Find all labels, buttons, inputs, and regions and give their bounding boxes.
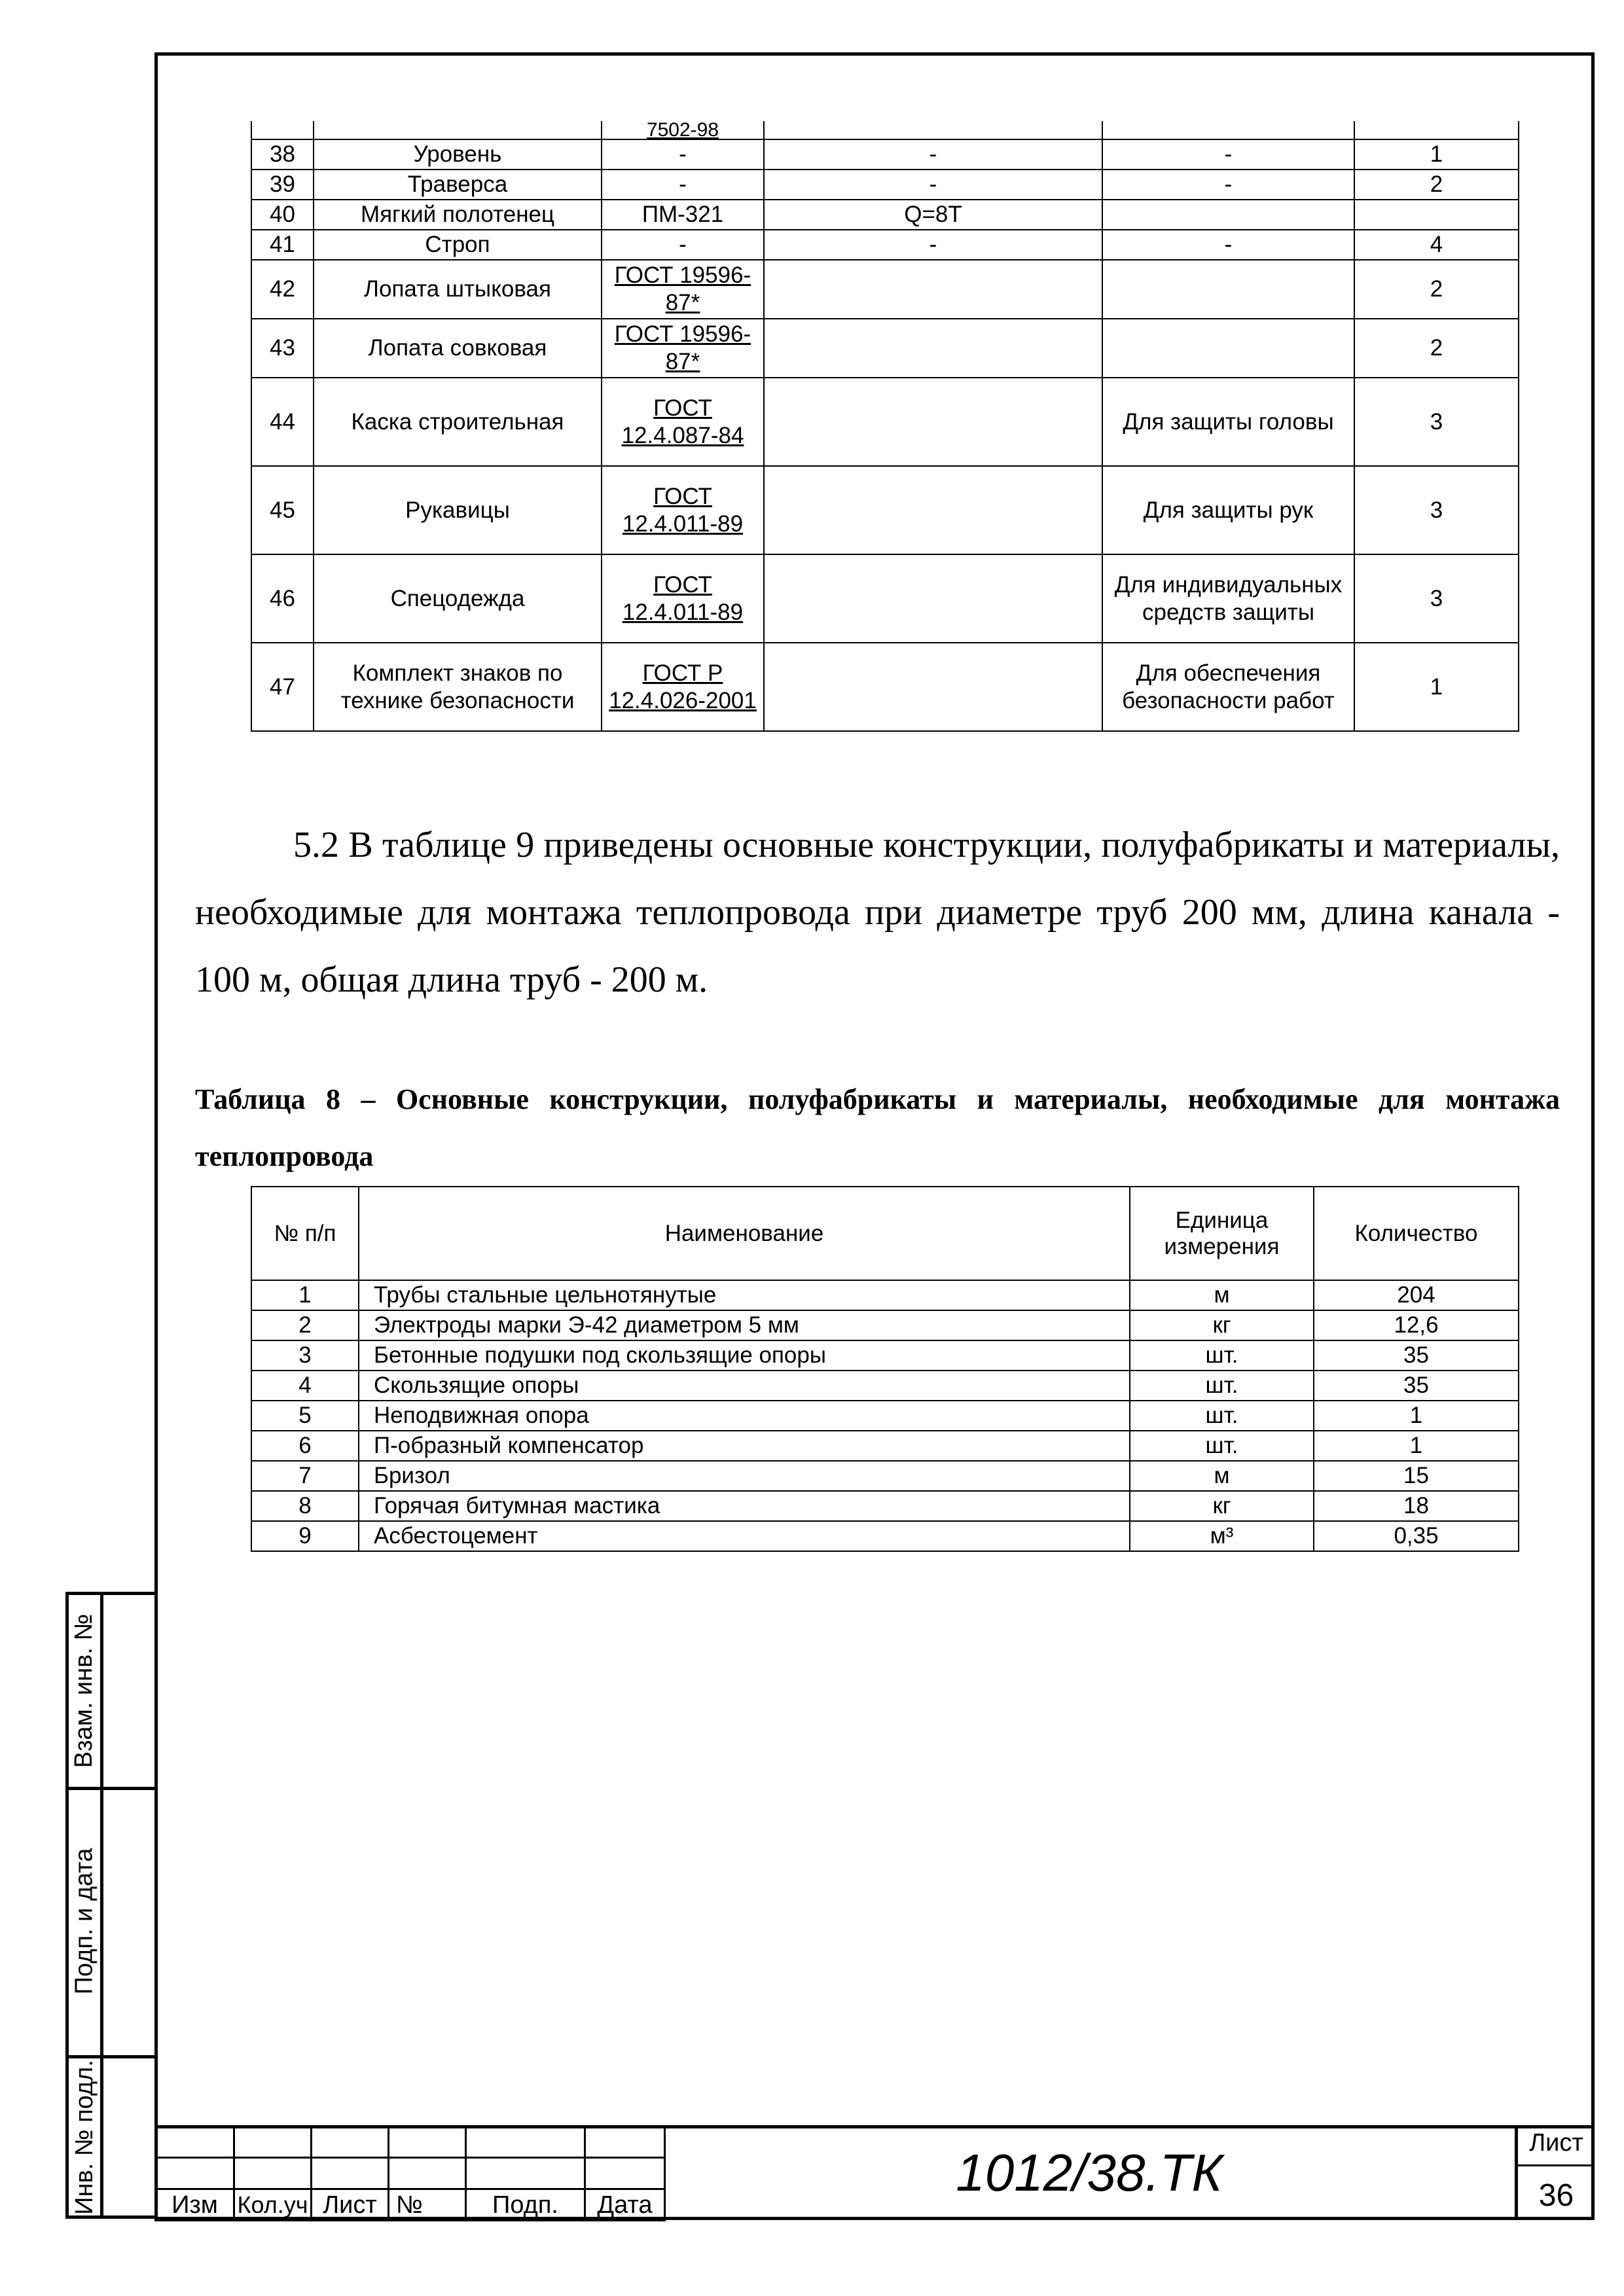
cell-name: Неподвижная опора xyxy=(359,1401,1130,1431)
cell-note: Для обеспечения безопасности работ xyxy=(1102,643,1354,731)
cell-params xyxy=(764,260,1102,319)
cell-params: - xyxy=(764,230,1102,260)
cell-note xyxy=(1102,319,1354,378)
cell-qty: 4 xyxy=(1354,230,1519,260)
cell-num: 45 xyxy=(251,466,314,554)
title-block xyxy=(154,2125,1595,2220)
cell-qty: 3 xyxy=(1354,554,1519,643)
cell-qty: 1 xyxy=(1354,643,1519,731)
cell-num: 8 xyxy=(251,1491,359,1521)
cell-unit: м³ xyxy=(1130,1521,1314,1551)
cell-num: 7 xyxy=(251,1461,359,1491)
cell-note: Для защиты головы xyxy=(1102,378,1354,466)
cell-num: 5 xyxy=(251,1401,359,1431)
table-row xyxy=(251,1491,1519,1521)
cell-name: Мягкий полотенец xyxy=(314,200,602,230)
table-row xyxy=(251,1371,1519,1401)
cell-name: Лопата штыковая xyxy=(314,260,602,319)
inv-podl-label: Инв. № подл. xyxy=(70,2059,98,2215)
cell-name: Уровень xyxy=(314,139,602,170)
cell-note: Для индивидуальных средств защиты xyxy=(1102,554,1354,643)
cell-params: - xyxy=(764,139,1102,170)
cell-note xyxy=(1102,260,1354,319)
cell-num: 2 xyxy=(251,1310,359,1340)
header-name: Наименование xyxy=(359,1187,1130,1280)
table-row xyxy=(251,1461,1519,1491)
cell-note: - xyxy=(1102,230,1354,260)
cell-gost: ГОСТ 19596-87* xyxy=(602,260,764,319)
cell-qty: 35 xyxy=(1314,1340,1519,1371)
cell-params xyxy=(764,319,1102,378)
cell-gost: - xyxy=(602,170,764,200)
cell-note xyxy=(1102,200,1354,230)
cell-name: П-образный компенсатор xyxy=(359,1431,1130,1461)
cell-name: Бризол xyxy=(359,1461,1130,1491)
cell-name: Трубы стальные цельнотянутые xyxy=(359,1280,1130,1310)
cell-num: 43 xyxy=(251,319,314,378)
cell-num: 40 xyxy=(251,200,314,230)
cell-num: 47 xyxy=(251,643,314,731)
header-unit: Единица измерения xyxy=(1130,1187,1314,1280)
data-label: Дата xyxy=(585,2189,665,2221)
cell-qty: 3 xyxy=(1354,378,1519,466)
table-row xyxy=(251,1340,1519,1371)
cell-params xyxy=(764,643,1102,731)
table-row xyxy=(251,378,1519,466)
cell-qty: 12,6 xyxy=(1314,1310,1519,1340)
cell-name: Электроды марки Э-42 диаметром 5 мм xyxy=(359,1310,1130,1340)
cell-num: 39 xyxy=(251,170,314,200)
table-row xyxy=(251,200,1519,230)
cell-gost: - xyxy=(602,230,764,260)
header-qty: Количество xyxy=(1314,1187,1519,1280)
sheet-label: Лист xyxy=(1529,2129,1583,2157)
cell-name: Горячая битумная мастика xyxy=(359,1491,1130,1521)
cell-unit: шт. xyxy=(1130,1371,1314,1401)
table-row: 7502-98 xyxy=(251,121,1519,139)
izm-label: Изм xyxy=(156,2189,234,2221)
cell-num: 42 xyxy=(251,260,314,319)
cell-unit: кг xyxy=(1130,1491,1314,1521)
cell-unit: м xyxy=(1130,1280,1314,1310)
cell-name: Траверса xyxy=(314,170,602,200)
table-row xyxy=(251,643,1519,731)
header-num: № п/п xyxy=(251,1187,359,1280)
cell-qty: 1 xyxy=(1314,1401,1519,1431)
cell-name: Спецодежда xyxy=(314,554,602,643)
cell-name: Бетонные подушки под скользящие опоры xyxy=(359,1340,1130,1371)
table-row xyxy=(251,1401,1519,1431)
table-header-row xyxy=(251,1187,1519,1280)
table-row xyxy=(251,1310,1519,1340)
cell-name: Строп xyxy=(314,230,602,260)
cell-gost: ПМ-321 xyxy=(602,200,764,230)
cell-qty xyxy=(1354,200,1519,230)
cell-name: Скользящие опоры xyxy=(359,1371,1130,1401)
cell-gost: ГОСТ 12.4.011-89 xyxy=(602,554,764,643)
zam-inv-label: Взам. инв. № xyxy=(70,1613,98,1768)
cell-qty: 2 xyxy=(1354,170,1519,200)
body-paragraph: 5.2 В таблице 9 приведены основные конструкции, полуфабрикаты и материалы, необходимые для монтажа теплопровода при диаметре труб 200 мм, длина канала - 100 м, общая длина труб - 200 м. xyxy=(195,825,1560,1000)
podp-label: Подп. xyxy=(466,2189,585,2221)
cell-num: 6 xyxy=(251,1431,359,1461)
cell-qty: 15 xyxy=(1314,1461,1519,1491)
cell-name: Рукавицы xyxy=(314,466,602,554)
cell-num: 38 xyxy=(251,139,314,170)
cell-num: 46 xyxy=(251,554,314,643)
cell-qty: 18 xyxy=(1314,1491,1519,1521)
num-label: № xyxy=(389,2189,466,2221)
kol-label: Кол.уч xyxy=(234,2189,312,2221)
cell-unit: шт. xyxy=(1130,1401,1314,1431)
cell-num: 41 xyxy=(251,230,314,260)
cell-qty: 3 xyxy=(1354,466,1519,554)
table-row xyxy=(251,319,1519,378)
list-label: Лист xyxy=(312,2189,389,2221)
cell-name: Асбестоцемент xyxy=(359,1521,1130,1551)
cell-unit: м xyxy=(1130,1461,1314,1491)
cell-unit: шт. xyxy=(1130,1431,1314,1461)
sheet-number: 36 xyxy=(1538,2178,1574,2213)
cell-params xyxy=(764,378,1102,466)
document-designation: 1012/38.ТК xyxy=(956,2143,1223,2202)
cell-qty: 204 xyxy=(1314,1280,1519,1310)
cell-name: Комплект знаков по технике безопасности xyxy=(314,643,602,731)
cell-gost: ГОСТ 12.4.011-89 xyxy=(602,466,764,554)
table-row xyxy=(251,139,1519,170)
materials-table xyxy=(251,1186,1519,1552)
cell-gost: - xyxy=(602,139,764,170)
table-row xyxy=(251,1280,1519,1310)
cell-num: 3 xyxy=(251,1340,359,1371)
table-caption: Таблица 8 – Основные конструкции, полуфабрикаты и материалы, необходимые для монтажа теплопровода xyxy=(195,1083,1560,1172)
table-row xyxy=(251,230,1519,260)
cell-gost: ГОСТ 19596-87* xyxy=(602,319,764,378)
cell-gost: ГОСТ 12.4.087-84 xyxy=(602,378,764,466)
revision-grid xyxy=(154,2125,666,2221)
table-row xyxy=(251,466,1519,554)
cell-num: 9 xyxy=(251,1521,359,1551)
cell-qty: 35 xyxy=(1314,1371,1519,1401)
table-row xyxy=(251,260,1519,319)
table-row xyxy=(251,170,1519,200)
cell-note: Для защиты рук xyxy=(1102,466,1354,554)
table-row xyxy=(251,1431,1519,1461)
cell-note: - xyxy=(1102,139,1354,170)
cell-num: 4 xyxy=(251,1371,359,1401)
cell-qty: 2 xyxy=(1354,319,1519,378)
side-stamp xyxy=(65,1592,154,2219)
cell-unit: шт. xyxy=(1130,1340,1314,1371)
table-row xyxy=(251,1521,1519,1551)
table-row xyxy=(251,554,1519,643)
cell-qty: 1 xyxy=(1314,1431,1519,1461)
equipment-table xyxy=(251,121,1519,732)
cell-unit: кг xyxy=(1130,1310,1314,1340)
cell-name: Каска строительная xyxy=(314,378,602,466)
cell-note: - xyxy=(1102,170,1354,200)
cell-params xyxy=(764,466,1102,554)
cell-num: 44 xyxy=(251,378,314,466)
cell-gost: ГОСТ Р 12.4.026-2001 xyxy=(602,643,764,731)
sheet-box xyxy=(1515,2125,1595,2220)
cell-name: Лопата совковая xyxy=(314,319,602,378)
cell-params xyxy=(764,554,1102,643)
podp-data-label: Подп. и дата xyxy=(70,1848,98,1994)
cell-params: - xyxy=(764,170,1102,200)
cell-qty: 0,35 xyxy=(1314,1521,1519,1551)
cell-qty: 2 xyxy=(1354,260,1519,319)
cell-qty: 1 xyxy=(1354,139,1519,170)
cell-params: Q=8T xyxy=(764,200,1102,230)
cell-num: 1 xyxy=(251,1280,359,1310)
